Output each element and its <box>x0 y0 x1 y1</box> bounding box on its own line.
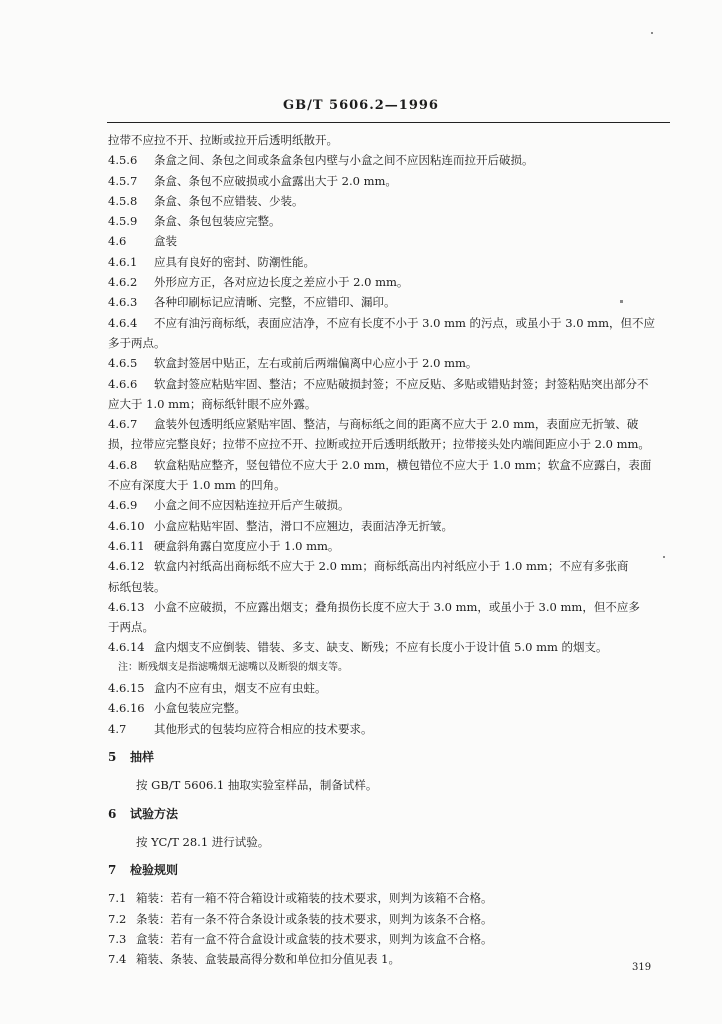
clause-number: 4.6.10 <box>108 518 145 533</box>
clause-text: 箱装：若有一箱不符合箱设计或箱装的技术要求，则判为该箱不合格。 <box>136 891 493 906</box>
document-body <box>108 130 673 970</box>
clause-text: 多于两点。 <box>108 335 166 350</box>
clause-text: 条盒、条包不应破损或小盒露出大于 2.0 mm。 <box>154 173 397 188</box>
section-list <box>108 739 673 970</box>
clause-text: 小盒包装应完整。 <box>154 701 246 716</box>
clause-number: 4.5.8 <box>108 193 138 208</box>
clause-number: 7.3 <box>108 931 127 946</box>
clause-number: 4.6.11 <box>108 538 145 553</box>
clause-line <box>108 150 673 170</box>
note-line <box>108 658 673 678</box>
clause-text: 不应有深度大于 1.0 mm 的凹角。 <box>108 478 286 493</box>
section-heading <box>108 804 673 824</box>
clause-line <box>108 292 673 312</box>
clause-line <box>108 414 673 434</box>
clause-line <box>108 272 673 292</box>
clause-text: 于两点。 <box>108 620 154 635</box>
clause-text: 盒装：若有一盒不符合盒设计或盒装的技术要求，则判为该盒不合格。 <box>136 931 493 946</box>
clause-number: 4.7 <box>108 721 127 736</box>
clause-line <box>108 719 673 739</box>
clause-text: 小盒之间不应因粘连拉开后产生破损。 <box>154 498 350 513</box>
clause-number: 4.6.4 <box>108 315 138 330</box>
section-body: 按 YC/T 28.1 进行试验。 <box>136 834 270 849</box>
clause-text: 软盒内衬纸高出商标纸不应大于 2.0 mm；商标纸高出内衬纸应小于 1.0 mm；不应有多张商 <box>154 559 629 574</box>
clause-text: 盒装 <box>154 234 177 249</box>
clause-number: 4.6.15 <box>108 681 145 696</box>
clause-number: 4.6.3 <box>108 295 138 310</box>
clause-text: 外形应方正，各对应边长度之差应小于 2.0 mm。 <box>154 275 409 290</box>
section-number: 6 <box>108 806 117 821</box>
section-heading <box>108 747 673 767</box>
clause-number: 4.6.9 <box>108 498 138 513</box>
clause-line <box>108 495 673 515</box>
section-heading <box>108 860 673 880</box>
clause-text: 盒装外包透明纸应紧贴牢固、整洁，与商标纸之间的距离不应大于 2.0 mm，表面应无折皱、破 <box>154 417 639 432</box>
clause-text: 箱装、条装、盒装最高得分数和单位扣分值见表 1。 <box>136 952 400 967</box>
clause-number: 4.5.9 <box>108 214 138 229</box>
section-body: 按 GB/T 5606.1 抽取实验室样品，制备试样。 <box>136 778 378 793</box>
clause-number: 4.6.7 <box>108 417 138 432</box>
clause-text: 条装：若有一条不符合条设计或条装的技术要求，则判为该条不合格。 <box>136 911 493 926</box>
continuation-line <box>108 617 673 637</box>
scan-speck <box>651 32 653 34</box>
clause-text: 各种印刷标记应清晰、完整，不应错印、漏印。 <box>154 295 396 310</box>
continuation-line <box>108 394 673 414</box>
clause-line <box>108 313 673 333</box>
scan-speck <box>663 556 665 558</box>
continuation-line <box>108 577 673 597</box>
clause-number: 7.1 <box>108 891 127 906</box>
clause-number: 4.6.14 <box>108 640 145 655</box>
clause-text: 条盒、条包不应错装、少装。 <box>154 193 304 208</box>
clause-line <box>108 455 673 475</box>
clause-line <box>108 698 673 718</box>
clause-line <box>108 191 673 211</box>
clause-text: 软盒封签居中贴正，左右或前后两端偏离中心应小于 2.0 mm。 <box>154 356 478 371</box>
clause-number: 4.6.16 <box>108 701 145 716</box>
section-title: 抽样 <box>130 749 155 764</box>
clause-line <box>108 353 673 373</box>
clause-text: 软盒粘贴应整齐，竖包错位不应大于 2.0 mm，横包错位不应大于 1.0 mm；软盒不应露白，表面 <box>154 457 652 472</box>
section-title: 检验规则 <box>130 863 179 878</box>
header-rule <box>107 122 670 123</box>
section-number: 5 <box>108 749 117 764</box>
clause-line <box>108 211 673 231</box>
clause-line <box>108 171 673 191</box>
section-number: 7 <box>108 863 117 878</box>
clause-number: 4.6.13 <box>108 599 145 614</box>
clause-line <box>108 929 673 949</box>
clause-text: 硬盒斜角露白宽度应小于 1.0 mm。 <box>154 538 340 553</box>
clause-line <box>108 909 673 929</box>
clause-line <box>108 516 673 536</box>
continuation-line <box>108 434 673 454</box>
clause-text: 其他形式的包装均应符合相应的技术要求。 <box>154 721 373 736</box>
scan-speck <box>620 300 623 303</box>
clause-number: 4.6.8 <box>108 457 138 472</box>
clause-text: 条盒、条包包装应完整。 <box>154 214 281 229</box>
clause-line <box>108 949 673 969</box>
clause-text: 条盒之间、条包之间或条盒条包内壁与小盒之间不应因粘连而拉开后破损。 <box>154 153 534 168</box>
clause-line <box>108 536 673 556</box>
clause-text: 盒内烟支不应倒装、错装、多支、缺支、断残；不应有长度小于设计值 5.0 mm 的烟支。 <box>154 640 608 655</box>
clause-number: 4.6.12 <box>108 559 145 574</box>
clause-line <box>108 231 673 251</box>
clause-number: 4.5.6 <box>108 153 138 168</box>
clause-text: 应大于 1.0 mm；商标纸针眼不应外露。 <box>108 396 317 411</box>
clause-line <box>108 252 673 272</box>
page-number: 319 <box>632 962 652 973</box>
clause-line <box>108 597 673 617</box>
clause-number: 4.6 <box>108 234 127 249</box>
clause-text: 小盒应粘贴牢固、整洁，滑口不应翘边，表面洁净无折皱。 <box>154 518 453 533</box>
clause-line <box>108 888 673 908</box>
clause-text: 盒内不应有虫，烟支不应有虫蛀。 <box>154 681 327 696</box>
clause-text: 注：断残烟支是指滤嘴烟无滤嘴以及断裂的烟支等。 <box>118 661 348 673</box>
clause-line <box>108 556 673 576</box>
clause-line <box>108 678 673 698</box>
clause-text: 软盒封签应粘贴牢固、整洁；不应贴破损封签；不应反贴、多贴或错贴封签；封签粘贴突出部分不 <box>154 376 649 391</box>
clause-text: 标纸包装。 <box>108 579 166 594</box>
section-title: 试验方法 <box>130 806 179 821</box>
clause-number: 4.6.6 <box>108 376 138 391</box>
clause-line <box>108 637 673 657</box>
clause-number: 7.2 <box>108 911 127 926</box>
clause-number: 4.6.2 <box>108 275 138 290</box>
clause-number: 4.5.7 <box>108 173 138 188</box>
continuation-line <box>108 333 673 353</box>
continuation-line <box>108 130 673 150</box>
continuation-line <box>108 475 673 495</box>
clause-text: 拉带不应拉不开、拉断或拉开后透明纸散开。 <box>108 133 338 147</box>
page-header: GB/T 5606.2—1996 <box>283 98 439 113</box>
clause-text: 损，拉带应完整良好；拉带不应拉不开、拉断或拉开后透明纸散开；拉带接头处内端间距应小于 2.0 mm。 <box>108 437 650 452</box>
clause-number: 7.4 <box>108 952 127 967</box>
clause-number: 4.6.5 <box>108 356 138 371</box>
clause-text: 不应有油污商标纸，表面应洁净，不应有长度不小于 3.0 mm 的污点，或虽小于 3.0 mm，但不应 <box>154 315 655 330</box>
clause-number: 4.6.1 <box>108 254 138 269</box>
clause-list <box>108 130 673 739</box>
clause-text: 应具有良好的密封、防潮性能。 <box>154 254 315 269</box>
clause-text: 小盒不应破损，不应露出烟支；叠角损伤长度不应大于 3.0 mm，或虽小于 3.0 mm，但不应多 <box>154 599 640 614</box>
clause-line <box>108 374 673 394</box>
